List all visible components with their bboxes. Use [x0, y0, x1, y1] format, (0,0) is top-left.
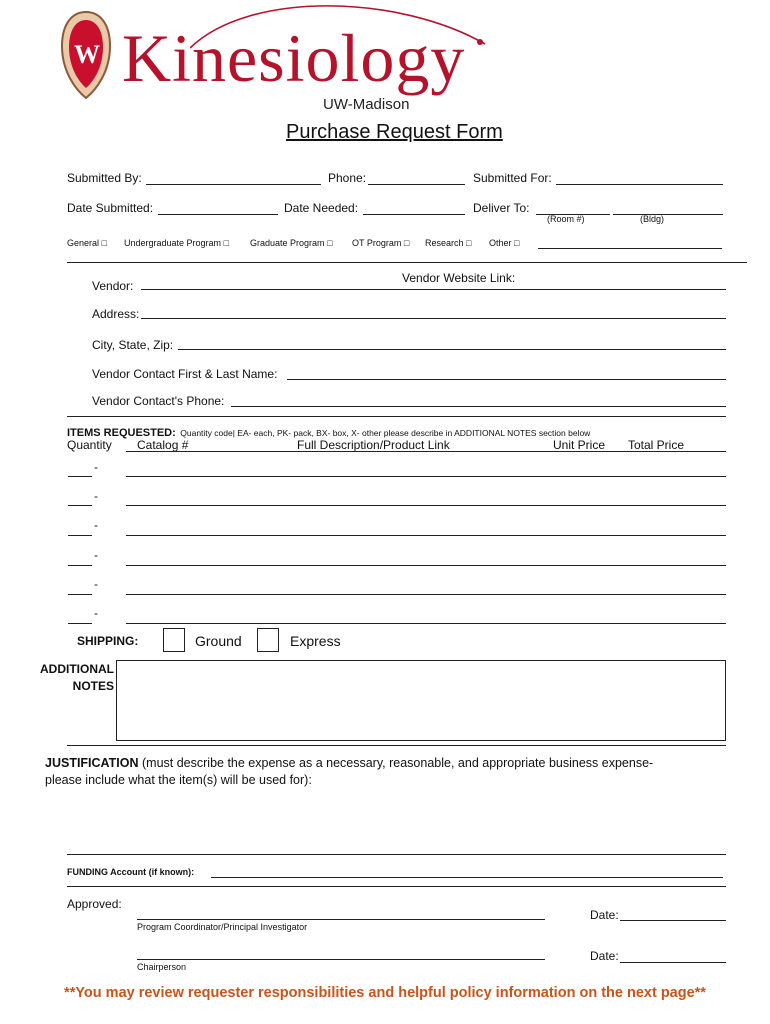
- pi-caption: Program Coordinator/Principal Investigator: [137, 922, 308, 932]
- checkbox-icon[interactable]: □: [223, 238, 230, 248]
- shipping-label: SHIPPING:: [77, 634, 139, 648]
- item-line[interactable]: [126, 505, 726, 506]
- checkbox-icon[interactable]: □: [327, 238, 333, 248]
- quantity-field[interactable]: [68, 565, 92, 566]
- vendor-field[interactable]: [141, 289, 726, 290]
- ground-label: Ground: [195, 633, 242, 649]
- phone-field[interactable]: [368, 184, 465, 185]
- row-dash: -: [94, 518, 98, 532]
- city-state-zip-field[interactable]: [178, 349, 726, 350]
- items-heading: ITEMS REQUESTED:: [67, 427, 176, 439]
- funding-label: FUNDING Account (if known):: [67, 867, 195, 877]
- quantity-field[interactable]: [68, 476, 92, 477]
- express-checkbox[interactable]: [257, 628, 279, 652]
- address-label: Address:: [92, 307, 140, 321]
- chair-caption: Chairperson: [137, 962, 187, 972]
- quantity-code-note: Quantity code| EA- each, PK- pack, BX- box, X- other please describe in ADDITIONAL NOTES section below: [180, 428, 591, 438]
- row-dash: -: [94, 577, 98, 591]
- item-line[interactable]: [126, 594, 726, 595]
- column-quantity: Quantity: [67, 438, 112, 452]
- phone-label: Phone:: [328, 171, 367, 185]
- quantity-field[interactable]: [68, 535, 92, 536]
- room-caption: (Room #): [547, 214, 585, 224]
- row-dash: -: [94, 606, 98, 620]
- item-line[interactable]: [126, 476, 726, 477]
- date-needed-label: Date Needed:: [284, 201, 359, 215]
- brand-subtitle: UW-Madison: [323, 96, 410, 113]
- column-total-price: Total Price: [628, 438, 685, 452]
- vendor-website-label: Vendor Website Link:: [402, 271, 516, 285]
- date2-field[interactable]: [620, 962, 726, 963]
- quantity-field[interactable]: [68, 623, 92, 624]
- category-other[interactable]: Other □: [489, 238, 520, 248]
- vendor-contact-phone-label: Vendor Contact's Phone:: [92, 394, 225, 408]
- vendor-contact-phone-field[interactable]: [231, 406, 726, 407]
- section-divider: [67, 854, 726, 855]
- approved-label: Approved:: [67, 897, 122, 911]
- checkbox-icon[interactable]: □: [466, 238, 472, 248]
- checkbox-icon[interactable]: □: [403, 238, 410, 248]
- justification-field[interactable]: [45, 792, 725, 852]
- date2-label: Date:: [590, 949, 619, 963]
- date1-label: Date:: [590, 908, 619, 922]
- brand-name: Kinesiology: [122, 20, 466, 96]
- item-line[interactable]: [126, 623, 726, 624]
- checkbox-icon[interactable]: □: [101, 238, 107, 248]
- submitted-by-label: Submitted By:: [67, 171, 142, 185]
- checkbox-icon[interactable]: □: [514, 238, 520, 248]
- category-other-field[interactable]: [538, 248, 722, 249]
- date-submitted-label: Date Submitted:: [67, 201, 154, 215]
- quantity-field[interactable]: [68, 594, 92, 595]
- date-submitted-field[interactable]: [158, 214, 278, 215]
- category-ot-program[interactable]: OT Program □: [352, 238, 410, 248]
- submitted-for-field[interactable]: [556, 184, 723, 185]
- express-label: Express: [290, 633, 341, 649]
- bldg-caption: (Bldg): [640, 214, 665, 224]
- section-divider: [67, 745, 726, 746]
- deliver-to-label: Deliver To:: [473, 201, 530, 215]
- footer-note: **You may review requester responsibilities and helpful policy information on the next page**: [64, 985, 706, 1001]
- vendor-contact-field[interactable]: [287, 379, 726, 380]
- ground-checkbox[interactable]: [163, 628, 185, 652]
- vendor-contact-label: Vendor Contact First & Last Name:: [92, 367, 278, 381]
- page-title: Purchase Request Form: [286, 121, 503, 143]
- section-divider: [67, 886, 726, 887]
- vendor-label: Vendor:: [92, 279, 134, 293]
- category-general[interactable]: General □: [67, 238, 107, 248]
- row-dash: -: [94, 460, 98, 474]
- section-divider: [67, 262, 747, 263]
- notes-label-line2: NOTES: [72, 679, 114, 693]
- date1-field[interactable]: [620, 920, 726, 921]
- quantity-field[interactable]: [68, 505, 92, 506]
- category-research[interactable]: Research □: [425, 238, 472, 248]
- submitted-by-field[interactable]: [146, 184, 321, 185]
- column-description: Full Description/Product Link: [297, 438, 450, 452]
- submitted-for-label: Submitted For:: [473, 171, 552, 185]
- justification-heading: JUSTIFICATION: [45, 756, 139, 770]
- section-divider: [67, 416, 726, 417]
- table-header-rule: [126, 451, 726, 452]
- address-field[interactable]: [141, 318, 726, 319]
- city-state-zip-label: City, State, Zip:: [92, 338, 174, 352]
- funding-account-field[interactable]: [211, 877, 723, 878]
- item-line[interactable]: [126, 535, 726, 536]
- item-line[interactable]: [126, 565, 726, 566]
- additional-notes-field[interactable]: [116, 660, 726, 741]
- category-graduate[interactable]: Graduate Program □: [250, 238, 333, 248]
- column-unit-price: Unit Price: [553, 438, 606, 452]
- pi-signature-field[interactable]: [137, 919, 545, 920]
- row-dash: -: [94, 548, 98, 562]
- justification-instruction: (must describe the expense as a necessary, reasonable, and appropriate business expense-: [138, 756, 654, 770]
- deliver-bldg-field[interactable]: [613, 214, 723, 215]
- logo-initial: W: [74, 40, 100, 69]
- notes-label-line1: ADDITIONAL: [40, 662, 114, 676]
- column-catalog: Catalog #: [137, 438, 189, 452]
- date-needed-field[interactable]: [363, 214, 465, 215]
- category-undergraduate[interactable]: Undergraduate Program □: [124, 238, 230, 248]
- justification-instruction-line2: please include what the item(s) will be used for):: [45, 773, 312, 787]
- chair-signature-field[interactable]: [137, 959, 545, 960]
- row-dash: -: [94, 489, 98, 503]
